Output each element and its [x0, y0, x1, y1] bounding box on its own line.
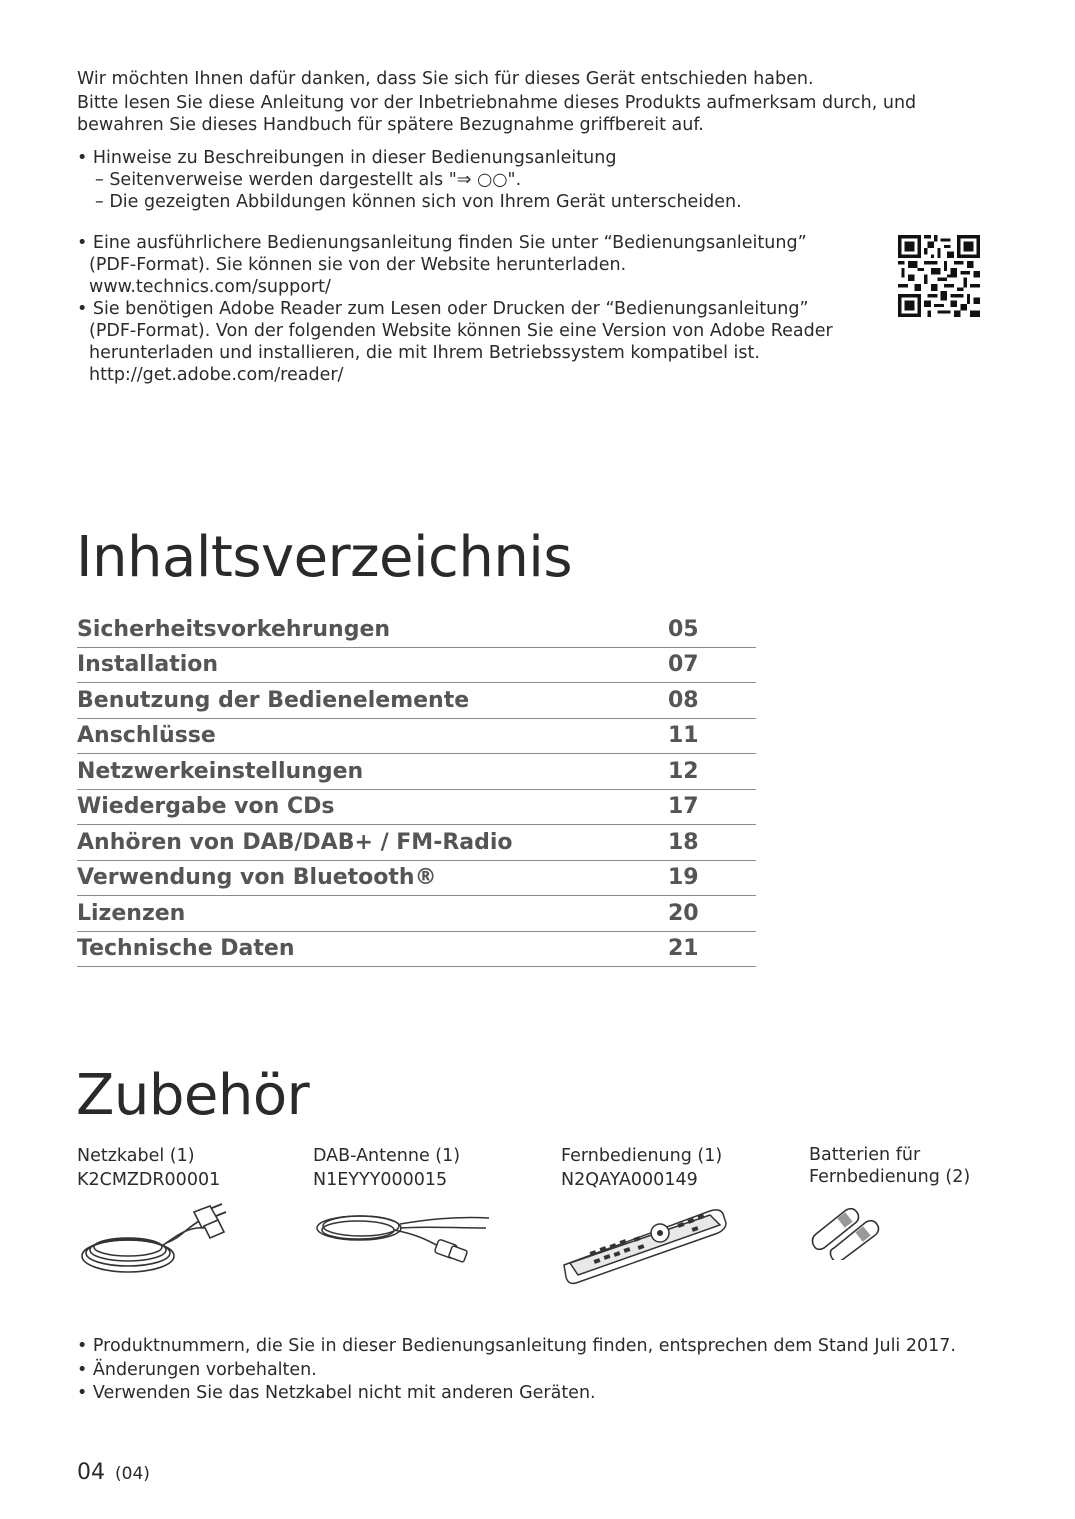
accessory-name: DAB-Antenne (1): [313, 1146, 461, 1166]
toc-label: Benutzung der Bedienelemente: [77, 687, 470, 713]
toc-label: Anhören von DAB/DAB+ / FM-Radio: [77, 829, 513, 855]
toc-row[interactable]: [77, 612, 756, 648]
toc-row[interactable]: [77, 754, 756, 790]
hints-block: [77, 147, 837, 213]
toc-label: Lizenzen: [77, 900, 186, 926]
power-cord-illustration: [76, 1198, 236, 1280]
toc-label: Installation: [77, 652, 219, 678]
toc-page: 18: [668, 829, 699, 855]
intro-line-2: Bitte lesen Sie diese Anleitung vor der Inbetriebnahme dieses Produkts aufmerksam durch, und bewahren Sie dieses Handbuch für spätere Bezugnahme griffbereit auf.: [77, 93, 917, 135]
toc-title: Inhaltsverzeichnis: [76, 525, 573, 590]
page-number-alt: (04): [115, 1464, 150, 1484]
accessory-name: Batterien für Fernbedienung (2): [809, 1145, 971, 1187]
dab-antenna-illustration: [314, 1206, 494, 1268]
toc-row[interactable]: [77, 896, 756, 932]
footer-note-2: • Änderungen vorbehalten.: [77, 1359, 317, 1380]
toc-label: Verwendung von Bluetooth®: [77, 865, 437, 891]
toc-row[interactable]: [77, 932, 756, 968]
toc-row[interactable]: [77, 648, 756, 684]
accessory-batteries: [809, 1144, 1009, 1188]
accessories-title: Zubehör: [76, 1063, 310, 1128]
accessory-code: K2CMZDR00001: [77, 1170, 221, 1190]
hints-sub-1: – Seitenverweise werden dargestellt als "⇒ ○○".: [95, 170, 522, 190]
adobe-url[interactable]: http://get.adobe.com/reader/: [89, 365, 344, 385]
toc-page: 19: [668, 865, 699, 891]
toc-row[interactable]: [77, 825, 756, 861]
toc-page: 21: [668, 936, 699, 962]
toc-page: 05: [668, 616, 699, 642]
page-number: [77, 1460, 150, 1485]
toc-page: 17: [668, 794, 699, 820]
toc-page: 07: [668, 652, 699, 678]
accessory-code: N1EYYY000015: [313, 1170, 448, 1190]
toc-row[interactable]: [77, 719, 756, 755]
support-url[interactable]: www.technics.com/support/: [89, 277, 331, 297]
manual-note-1: • Eine ausführlichere Bedienungsanleitung finden Sie unter “Bedienungsanleitung” (PDF-Format). Sie können sie von der Website herunterladen.: [77, 233, 807, 275]
toc-page: 12: [668, 758, 699, 784]
toc-page: 08: [668, 687, 699, 713]
accessory-remote: [561, 1144, 791, 1192]
footer-note-1: • Produktnummern, die Sie in dieser Bedienungsanleitung finden, entsprechen dem Stand Juli 2017.: [77, 1336, 956, 1356]
page-number-main: 04: [77, 1460, 105, 1485]
toc-page: 11: [668, 723, 699, 749]
footer-notes: [77, 1335, 1037, 1406]
remote-control-illustration: [560, 1203, 730, 1285]
accessory-dab-antenna: [313, 1144, 543, 1192]
hints-sub-2: – Die gezeigten Abbildungen können sich von Ihrem Gerät unterscheiden.: [95, 192, 742, 212]
accessory-name: Fernbedienung (1): [561, 1146, 723, 1166]
accessory-code: N2QAYA000149: [561, 1170, 698, 1190]
accessory-power-cord: [77, 1144, 307, 1192]
toc-label: Anschlüsse: [77, 723, 216, 749]
intro-text: [77, 68, 997, 138]
toc-row[interactable]: [77, 861, 756, 897]
hints-heading: • Hinweise zu Beschreibungen in dieser Bedienungsanleitung: [77, 148, 617, 168]
toc-row[interactable]: [77, 790, 756, 826]
footer-note-3: • Verwenden Sie das Netzkabel nicht mit anderen Geräten.: [77, 1383, 596, 1403]
toc-page: 20: [668, 900, 699, 926]
qr-code-image: [898, 235, 980, 317]
toc-table: [77, 612, 756, 967]
accessory-name: Netzkabel (1): [77, 1146, 195, 1166]
intro-line-1: Wir möchten Ihnen dafür danken, dass Sie sich für dieses Gerät entschieden haben.: [77, 69, 814, 89]
toc-row[interactable]: [77, 683, 756, 719]
batteries-illustration: [810, 1204, 890, 1260]
manual-note-2: • Sie benötigen Adobe Reader zum Lesen oder Drucken der “Bedienungsanleitung” (PDF-Format). Von der folgenden Website können Sie eine Version von Adobe Reader herunterladen und installieren, die mit Ihrem Betriebssystem kompatibel ist.: [77, 299, 833, 363]
manual-notes: [77, 232, 837, 386]
toc-label: Technische Daten: [77, 936, 295, 962]
toc-label: Netzwerkeinstellungen: [77, 758, 364, 784]
toc-label: Sicherheitsvorkehrungen: [77, 616, 391, 642]
toc-label: Wiedergabe von CDs: [77, 794, 335, 820]
